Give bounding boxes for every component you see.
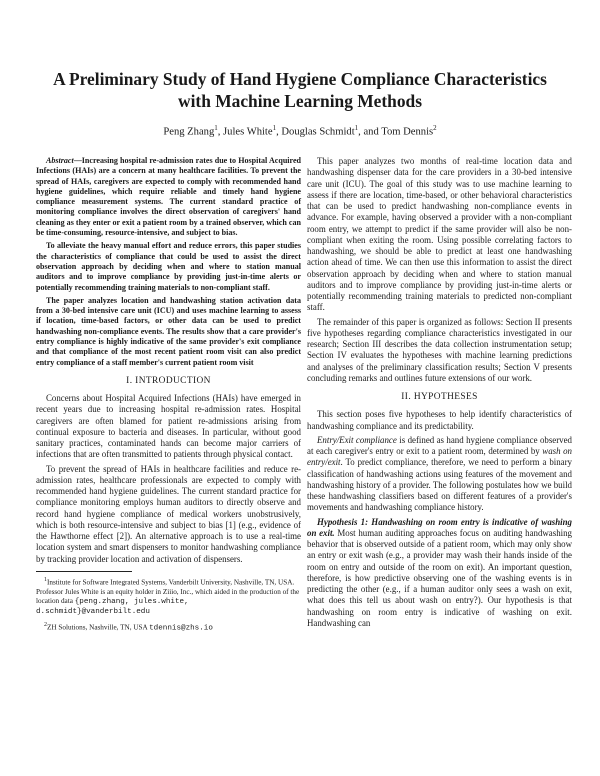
- section-heading-introduction: I. INTRODUCTION: [126, 375, 211, 386]
- paragraph-text: is defined as hand hygiene compliance observed at each caregiver's entry or exit to a patient room, determined by: [307, 434, 572, 456]
- author-name: Jules White: [223, 126, 273, 138]
- footnote-text: ZH Solutions, Nashville, TN, USA: [47, 623, 148, 632]
- abstract-text: Increasing hospital re-admission rates due to Hospital Acquired Infections (HAIs) are a concern at many healthcare facilities. To prevent the spread of HAIs, caregivers are expected to comply with recommended hand hygiene guidelines, which require reliable and timely hand hygiene compliance measurement systems. The current standard practice of monitoring compliance involves the direct observation of caregivers' hand cleaning as they enter or exit a patient room by a trained observer, which can be time-consuming, resource-intensive, and subject to bias.: [36, 156, 301, 238]
- section-heading-hypotheses: II. HYPOTHESES: [401, 392, 478, 402]
- body-paragraph: [307, 435, 572, 514]
- affiliation-mark: 1: [272, 124, 277, 132]
- hypothesis-title: Hypothesis 1: Handwashing on room entry is indicative of washing on exit.: [307, 516, 572, 538]
- abstract-paragraph: [36, 156, 301, 238]
- right-column: [307, 156, 572, 632]
- affiliation-mark: 1: [214, 124, 218, 132]
- affiliation-mark: 1: [354, 124, 359, 132]
- body-paragraph: Concerns about Hospital Acquired Infections (HAIs) have emerged in recent years due to increasing hospital re-admission rates. Hospital caregivers are often blamed for patient re-admissions arising from continual exposure to bacteria and diseases. In particular, without good sanitary practices, contaminated hands can become major carriers of infections that are often transmitted to patients through physical contact.: [36, 393, 301, 460]
- author-separator: ,: [276, 126, 282, 138]
- footnote: [36, 576, 301, 617]
- abstract-dash: —: [73, 156, 82, 165]
- footnote-mark: 2: [44, 622, 47, 629]
- abstract-paragraph: To alleviate the heavy manual effort and reduce errors, this paper studies the characteristics of compliance that could be used to assist the direct observation approach by deciding when and where to station manual auditors and to improve compliance by providing just-in-time alerts or potentially recommending training materials to non-compliant staff.: [36, 241, 301, 292]
- body-paragraph: This paper analyzes two months of real-time location data and handwashing dispenser data for the care providers in a 30-bed intensive care unit (ICU). The goal of this study was to use machine learning to assess if there are location, time-based, or other behavioral characteristics that can be used to predict handwashing non-compliance events in advance. For example, having observed a provider with a non-compliant room entry, we attempt to predict if the same provider will also be non-compliant when exiting the room. Using possible correlating factors to handwashing, we should be able to predict at least one handwashing action ahead of time. We can then use this information to assist the direct observation approach by deciding when and where to station manual auditors and to improve compliance by providing just-in-time alerts or potentially recommending training materials to predicted non-compliant staff.: [307, 156, 572, 313]
- footnote-mark: 1: [44, 576, 47, 583]
- term-emphasis: wash on entry/exit: [307, 446, 572, 468]
- body-paragraph: This section poses five hypotheses to help identify characteristics of handwashing compliance and its predictability.: [307, 409, 572, 431]
- term-emphasis: Entry/Exit compliance: [317, 434, 397, 445]
- paper-title: A Preliminary Study of Hand Hygiene Compliance Characteristics with Machine Learning Methods: [53, 69, 547, 111]
- abstract-label: Abstract: [46, 156, 74, 165]
- left-column: [36, 156, 301, 634]
- body-paragraph: To prevent the spread of HAIs in healthcare facilities and reduce re-admission rates, healthcare professionals are expected to comply with recommended hand hygiene guidelines. The current standard practice for compliance monitoring employs human auditors to directly observe and record hand hygiene compliance of medical workers unobstrusively, which is both resource-intensive and subject to bias [1] (e.g., evidence of the Hawthorne effect [2]). An alternative approach is to use a real-time location system and smart dispensers to monitor handwashing compliance by tracking provider location and activation of dispensers.: [36, 463, 301, 564]
- footnote-rule: [36, 571, 132, 572]
- author-separator: , and: [358, 126, 382, 138]
- hypothesis-paragraph: [307, 517, 572, 630]
- author-name: Peng Zhang: [163, 126, 215, 138]
- paragraph-text: Most human auditing approaches focus on auditing handwashing behavior that is observed outside of a patient room, which may only show an entry or exit wash (e.g., a provider may wash their hands inside of the room on entry and outside of the room on exit). An important question, therefore, is how predictive observing one of the washing events is in predicting the other (e.g., if a human auditor only sees a wash on exit, what does this tell us about wash on entry?). Our hypothesis is that handwashing on room entry is indicative of washing on exit. Handwashing can: [307, 527, 572, 628]
- author-separator: ,: [217, 126, 224, 138]
- abstract-paragraph: The paper analyzes location and handwashing station activation data from a 30-bed intensive care unit (ICU) and uses machine learning to assess if location, time-based factors, or other data can be used to predict handwashing non-compliance events. The results show that a care provider's entry compliance is highly indicative of the same provider's exit compliance and that compliance of the most recent patient room visit can also predict entry compliance of a staff member's current patient room visit: [36, 295, 301, 367]
- author-name: Douglas Schmidt: [281, 126, 355, 138]
- body-paragraph: The remainder of this paper is organized as follows: Section II presents five hypotheses regarding compliance characteristics investigated in our research; Section III describes the data collection instrumentation setup; Section IV evaluates the hypotheses with machine learning predictions and analyses of the preliminary classification results; Section V presents concluding remarks and outlines future extensions of our work.: [307, 316, 572, 383]
- author-name: Tom Dennis: [381, 126, 434, 138]
- paragraph-text: . To predict compliance, therefore, we need to perform a binary classification of handwashing actions using features of the movement and handwashing history of a provider. The following postulates how we build these handwashing classifiers based on different features of a provider's movements and handwashing compliance history.: [307, 457, 572, 513]
- footnote-text: Institute for Software Integrated Systems, Vanderbilt University, Nashville, TN, USA. Professor Jules White is an equity holder in Ziiio, Inc., which aided in the production of the location data: [36, 578, 300, 605]
- footnote-email[interactable]: tdennis@zhs.io: [149, 624, 213, 633]
- affiliation-mark: 2: [433, 124, 437, 132]
- author-line: [40, 124, 560, 138]
- footnote-email[interactable]: {peng.zhang, jules.white, d.schmidt}@vanderbilt.edu: [36, 597, 189, 616]
- footnote: [36, 621, 301, 634]
